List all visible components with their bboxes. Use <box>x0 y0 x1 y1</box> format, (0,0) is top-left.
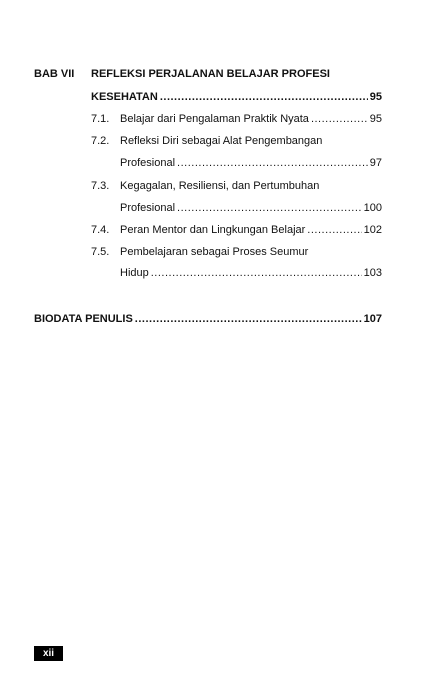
section-page-number: 95 <box>369 113 382 125</box>
section-page-number: 97 <box>369 157 382 169</box>
chapter-title-line1: REFLEKSI PERJALANAN BELAJAR PROFESI <box>91 68 330 80</box>
section-number: 7.4. <box>91 224 110 236</box>
leader-dots <box>311 112 368 126</box>
section-title-line1: Refleksi Diri sebagai Alat Pengembangan <box>120 135 323 147</box>
toc-entry-7-4[interactable] <box>120 223 382 237</box>
section-page-number: 100 <box>363 202 382 214</box>
toc-entry-7-2[interactable] <box>120 156 382 170</box>
section-page-number: 102 <box>363 224 382 236</box>
chapter-label: BAB VII <box>34 68 75 80</box>
section-title-line2: Profesional <box>120 157 176 169</box>
section-number: 7.1. <box>91 113 110 125</box>
leader-dots <box>177 156 368 170</box>
section-number: 7.2. <box>91 135 110 147</box>
chapter-title-line2: KESEHATAN <box>91 91 158 103</box>
section-title-line1: Pembelajaran sebagai Proses Seumur <box>120 246 309 258</box>
leader-dots <box>151 266 362 280</box>
leader-dots <box>160 90 368 104</box>
section-title-line2: Profesional <box>120 202 176 214</box>
section-number: 7.3. <box>91 180 110 192</box>
toc-entry-7-5[interactable] <box>120 266 382 280</box>
page-number-badge: xii <box>34 646 63 661</box>
biodata-title: BIODATA PENULIS <box>34 313 133 325</box>
toc-entry-7-1[interactable] <box>120 112 382 126</box>
chapter-page-number: 95 <box>369 91 382 103</box>
section-page-number: 103 <box>363 267 382 279</box>
leader-dots <box>177 201 362 215</box>
section-title-line2: Hidup <box>120 267 149 279</box>
toc-entry-7-3[interactable] <box>120 201 382 215</box>
leader-dots <box>135 312 362 326</box>
section-title: Peran Mentor dan Lingkungan Belajar <box>120 224 306 236</box>
leader-dots <box>307 223 361 237</box>
toc-entry-biodata[interactable] <box>34 312 382 326</box>
section-number: 7.5. <box>91 246 110 258</box>
chapter-title-entry[interactable] <box>91 90 382 104</box>
biodata-page-number: 107 <box>363 313 382 325</box>
section-title-line1: Kegagalan, Resiliensi, dan Pertumbuhan <box>120 180 320 192</box>
section-title: Belajar dari Pengalaman Praktik Nyata <box>120 113 309 125</box>
